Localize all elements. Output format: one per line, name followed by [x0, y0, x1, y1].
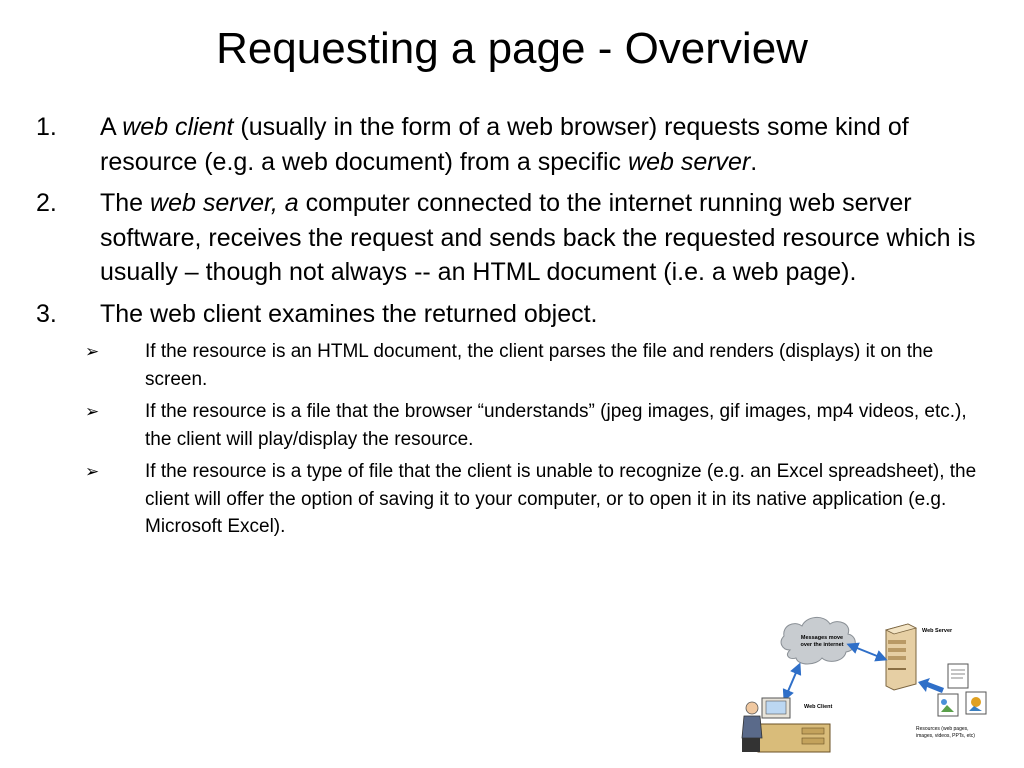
arrow-bullet-icon: ➢: [85, 462, 100, 481]
item-text: The web server, a computer connected to the internet running web server software, receives the request and sends back the requested resource which is usually – though not always -- an HTML document (i.e. a web page).: [100, 189, 976, 286]
internet-cloud-icon: [781, 617, 855, 664]
arrow-bullet-icon: ➢: [85, 402, 100, 421]
web-client-label: Web Client: [804, 704, 833, 710]
item-text: The web client examines the returned object.: [100, 299, 598, 328]
item-text: A web client (usually in the form of a web browser) requests some kind of resource (e.g. a web document) from a specific web server.: [100, 113, 909, 176]
list-item-3: [36, 297, 996, 332]
sub-item-text: If the resource is an HTML document, the client parses the file and renders (displays) it on the screen.: [145, 341, 934, 390]
cloud-label: Messages move: [800, 635, 844, 641]
list-number: 1.: [36, 113, 57, 141]
sub-item-2: [36, 398, 996, 453]
list-number: 2.: [36, 189, 57, 217]
slide-title: Requesting a page - Overview: [216, 24, 808, 73]
sub-item-text: If the resource is a type of file that the client is unable to recognize (e.g. an Excel spreadsheet), the client will offer the option of saving it to your computer, or to open it in its native application (e.g. Microsoft Excel).: [145, 461, 977, 537]
web-server-icon: [886, 624, 916, 690]
sub-item-3: [36, 458, 996, 541]
sub-item-text: If the resource is a file that the browser “understands” (jpeg images, gif images, mp4 videos, etc.), the client will play/display the resource.: [145, 401, 967, 450]
resources-icon: [938, 664, 986, 716]
list-item-1: [36, 110, 996, 179]
numbered-list: [36, 110, 996, 546]
resources-label: Resources (web pages,: [916, 726, 969, 732]
big-arrow-icon: [918, 678, 944, 693]
web-server-label: Web Server: [922, 628, 953, 634]
sub-item-1: [36, 338, 996, 393]
resources-label: images, videos, PPTs, etc): [916, 733, 975, 739]
arrow-icon: [786, 668, 798, 696]
client-server-diagram: [738, 612, 1000, 758]
list-item-2: [36, 186, 996, 290]
arrow-icon: [852, 646, 882, 658]
cloud-label: over the internet: [800, 642, 844, 648]
arrow-bullet-icon: ➢: [85, 342, 100, 361]
list-number: 3.: [36, 299, 57, 328]
